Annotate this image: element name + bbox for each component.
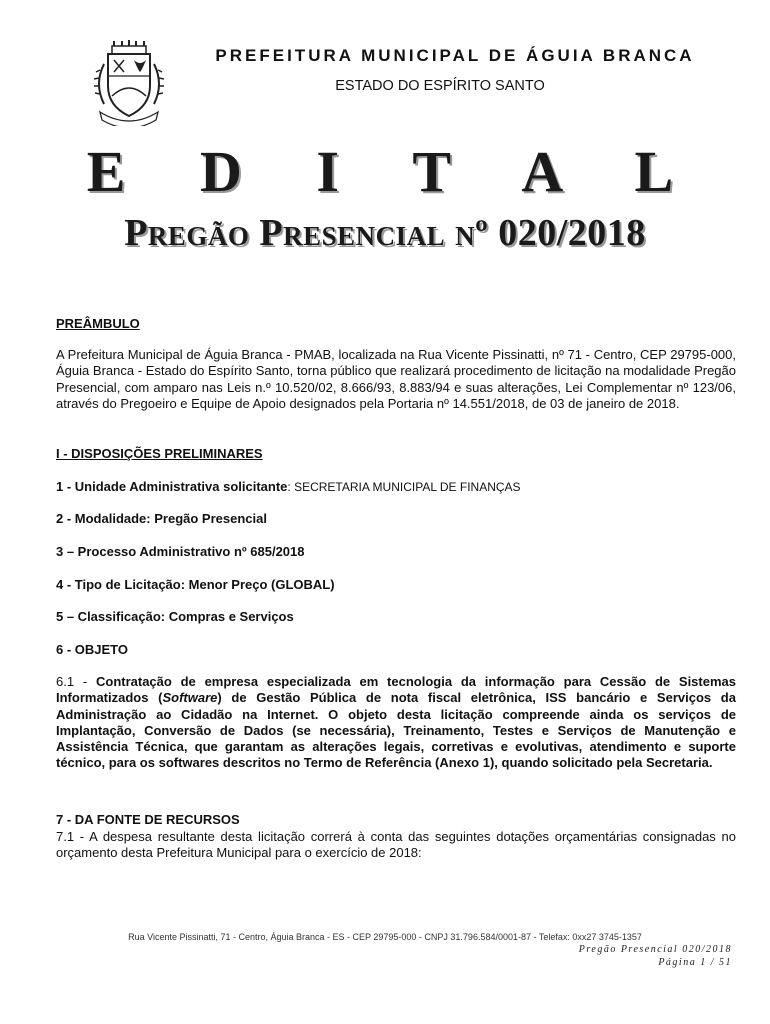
municipal-crest-icon bbox=[90, 40, 168, 126]
organization-name: PREFEITURA MUNICIPAL DE ÁGUIA BRANCA bbox=[215, 46, 695, 65]
objeto-text bbox=[56, 674, 736, 772]
preambulo-heading bbox=[56, 316, 736, 332]
section-7-heading: 7 - DA FONTE DE RECURSOS bbox=[56, 812, 240, 827]
organization-state: ESTADO DO ESPÍRITO SANTO bbox=[335, 78, 545, 94]
footer-reference bbox=[579, 943, 732, 969]
item-4: 4 - Tipo de Licitação: Menor Preço (GLOBAL) bbox=[56, 577, 335, 592]
footer-doc-ref: Pregão Presencial 020/2018 bbox=[578, 944, 732, 955]
item-1-label: 1 - Unidade Administrativa solicitante bbox=[56, 479, 288, 494]
item-6: 6 - OBJETO bbox=[56, 642, 129, 657]
edital-title: E D I T A L bbox=[86, 139, 704, 204]
section-1-heading bbox=[56, 446, 736, 462]
item-1 bbox=[56, 479, 736, 495]
footer-page-number: Página 1 / 51 bbox=[658, 957, 732, 968]
item-3: 3 – Processo Administrativo nº 685/2018 bbox=[56, 544, 305, 559]
objeto-part2: ) de Gestão Pública de nota fiscal eletrônica, ISS bancário e Serviços da Administração ao Cidadão na Internet. O objeto desta licitação compreende ainda os serviços de Implantação, Conversão de Dados (se necessária), Treinamento, Testes e Serviços de Manutenção e Assistência Técnica, que garantam as alterações legais, corretivas e evolutivas, atendimento e suporte técnico, para os softwares descritos no Termo de Referência (Anexo 1), quando solicitado pela Secretaria. bbox=[56, 690, 736, 771]
item-1-value: : SECRETARIA MUNICIPAL DE FINANÇAS bbox=[287, 480, 521, 494]
section-1-heading-text: I - DISPOSIÇÕES PRELIMINARES bbox=[56, 446, 263, 461]
preambulo-text: A Prefeitura Municipal de Águia Branca - PMAB, localizada na Rua Vicente Pissinatti, nº 71 - Centro, CEP 29795-000, Águia Branca - Estado do Espírito Santo, torna público que realizará procedimento de licitação na modalidade Pregão Presencial, com amparo nas Leis n.º 10.520/02, 8.666/93, 8.883/94 e suas alterações, Lei Complementar nº 123/06, através do Pregoeiro e Equipe de Apoio designados pela Portaria nº 14.551/2018, de 03 de janeiro de 2018. bbox=[56, 347, 736, 411]
pregao-title: Pregão Presencial nº 020/2018 bbox=[124, 212, 646, 254]
objeto-prefix: 6.1 - bbox=[56, 674, 96, 689]
objeto-software: Software bbox=[162, 690, 218, 706]
objeto-part1: Contratação de empresa especializada em tecnologia da informação para Cessão de Sistemas Informatizados ( bbox=[56, 674, 736, 706]
footer-address: Rua Vicente Pissinatti, 71 - Centro, Águia Branca - ES - CEP 29795-000 - CNPJ 31.796.584/0001-87 - Telefax: 0xx27 3745-1357 bbox=[128, 932, 642, 942]
preambulo-heading-text: PREÂMBULO bbox=[56, 316, 140, 331]
section-7-text: 7.1 - A despesa resultante desta licitação correrá à conta das seguintes dotações orçamentárias consignadas no orçamento desta Prefeitura Municipal para o exercício de 2018: bbox=[56, 829, 736, 861]
item-2: 2 - Modalidade: Pregão Presencial bbox=[56, 511, 267, 526]
item-5: 5 – Classificação: Compras e Serviços bbox=[56, 609, 294, 624]
